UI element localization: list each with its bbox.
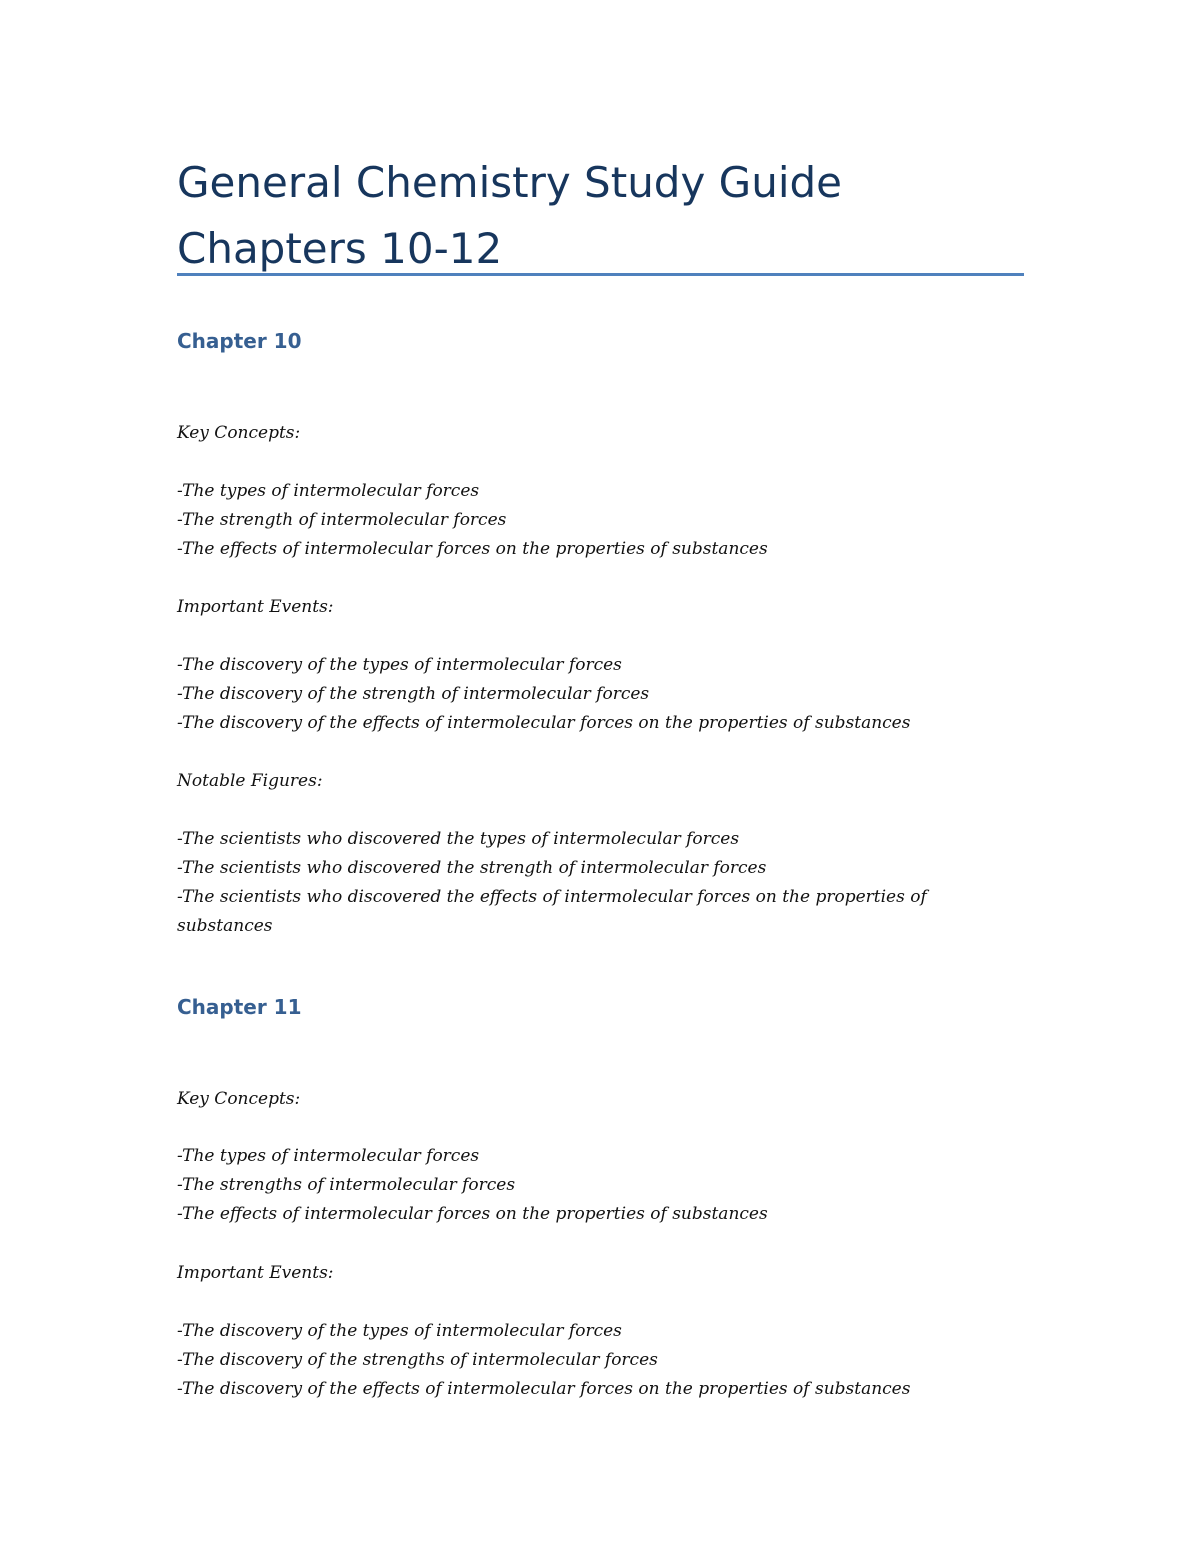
ch11-key-concept-item: -The effects of intermolecular forces on the properties of substances — [177, 1204, 768, 1224]
chapter-11-heading: Chapter 11 — [177, 995, 302, 1019]
ch10-key-concepts-label: Key Concepts: — [177, 423, 301, 443]
ch10-key-concept-item: -The effects of intermolecular forces on the properties of substances — [177, 539, 768, 559]
ch10-important-events-label: Important Events: — [177, 597, 334, 617]
ch10-important-event-item: -The discovery of the types of intermolecular forces — [177, 655, 622, 675]
ch11-important-events-label: Important Events: — [177, 1263, 334, 1283]
ch11-key-concept-item: -The strengths of intermolecular forces — [177, 1175, 516, 1195]
chapter-10-heading: Chapter 10 — [177, 329, 302, 353]
ch11-key-concepts-label: Key Concepts: — [177, 1089, 301, 1109]
document-title — [177, 150, 1037, 282]
ch10-key-concept-item: -The strength of intermolecular forces — [177, 510, 507, 530]
title-underline-rule — [177, 273, 1024, 276]
ch11-key-concept-item: -The types of intermolecular forces — [177, 1146, 480, 1166]
ch11-important-event-item: -The discovery of the strengths of intermolecular forces — [177, 1350, 658, 1370]
ch10-key-concept-item: -The types of intermolecular forces — [177, 481, 480, 501]
ch11-important-event-item: -The discovery of the effects of intermolecular forces on the properties of substances — [177, 1379, 911, 1399]
ch10-notable-figure-item: -The scientists who discovered the effects of intermolecular forces on the properties of substances — [177, 887, 927, 936]
title-line-1: General Chemistry Study Guide — [177, 158, 843, 207]
title-line-2: Chapters 10-12 — [177, 224, 503, 273]
ch10-important-event-item: -The discovery of the strength of intermolecular forces — [177, 684, 650, 704]
ch10-important-event-item: -The discovery of the effects of intermolecular forces on the properties of substances — [177, 713, 911, 733]
ch10-notable-figure-item: -The scientists who discovered the strength of intermolecular forces — [177, 858, 767, 878]
ch10-notable-figure-item: -The scientists who discovered the types of intermolecular forces — [177, 829, 740, 849]
ch11-important-event-item: -The discovery of the types of intermolecular forces — [177, 1321, 622, 1341]
ch10-notable-figures-label: Notable Figures: — [177, 771, 323, 791]
